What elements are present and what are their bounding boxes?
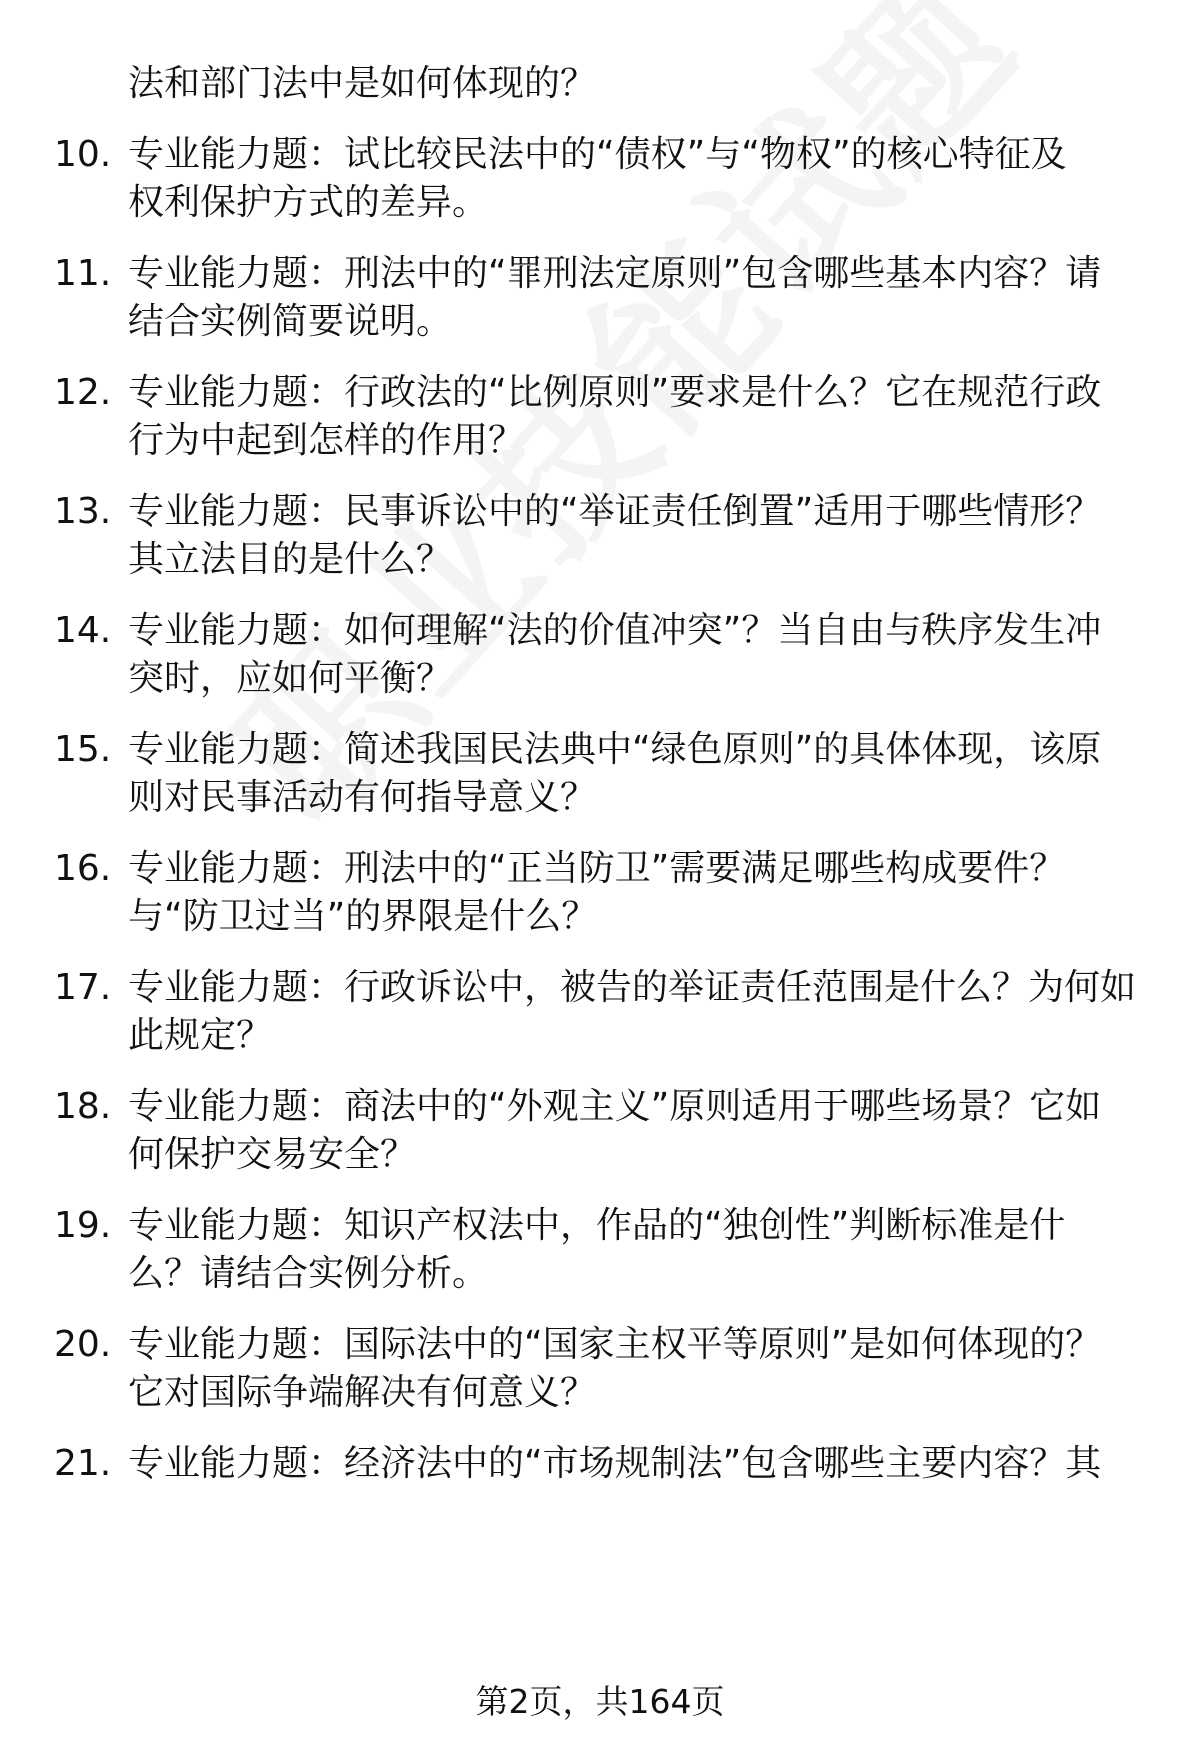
question-line: 专业能力题：民事诉讼中的“举证责任倒置”适用于哪些情形？ bbox=[128, 491, 1102, 532]
question-number: 10. bbox=[54, 134, 112, 175]
question-line: 它对国际争端解决有何意义？ bbox=[128, 1372, 597, 1413]
question-text bbox=[128, 488, 1138, 584]
question-line: 突时，应如何平衡？ bbox=[128, 658, 453, 699]
question-item bbox=[0, 964, 1200, 1064]
question-text bbox=[128, 726, 1138, 822]
question-item bbox=[0, 845, 1200, 945]
question-line: 其立法目的是什么？ bbox=[128, 539, 453, 580]
question-text bbox=[128, 607, 1138, 703]
question-item bbox=[0, 1321, 1200, 1421]
question-item bbox=[0, 607, 1200, 707]
question-text bbox=[128, 845, 1138, 941]
question-number: 13. bbox=[54, 491, 112, 532]
question-line: 专业能力题：知识产权法中，作品的“独创性”判断标准是什 bbox=[128, 1205, 1066, 1246]
question-number: 19. bbox=[54, 1205, 112, 1246]
question-text bbox=[128, 250, 1138, 346]
question-item bbox=[0, 726, 1200, 826]
question-text bbox=[128, 369, 1138, 465]
question-text bbox=[128, 1440, 1138, 1488]
question-line: 与“防卫过当”的界限是什么？ bbox=[128, 896, 598, 937]
question-line: 专业能力题：商法中的“外观主义”原则适用于哪些场景？它如 bbox=[128, 1086, 1102, 1127]
continued-line: 法和部门法中是如何体现的？ bbox=[128, 63, 597, 104]
question-item bbox=[0, 488, 1200, 588]
page-footer: 第2页，共164页 bbox=[475, 1682, 725, 1721]
question-item bbox=[0, 131, 1200, 231]
question-text bbox=[128, 1202, 1138, 1298]
question-number: 12. bbox=[54, 372, 112, 413]
question-line: 专业能力题：行政法的“比例原则”要求是什么？它在规范行政 bbox=[128, 372, 1102, 413]
question-number: 20. bbox=[54, 1324, 112, 1365]
question-item bbox=[0, 1083, 1200, 1183]
question-text bbox=[128, 131, 1138, 227]
question-item bbox=[0, 1202, 1200, 1302]
question-line: 何保护交易安全？ bbox=[128, 1134, 417, 1175]
question-line: 专业能力题：国际法中的“国家主权平等原则”是如何体现的？ bbox=[128, 1324, 1102, 1365]
question-text bbox=[128, 964, 1138, 1060]
question-number: 14. bbox=[54, 610, 112, 651]
question-line: 专业能力题：简述我国民法典中“绿色原则”的具体体现，该原 bbox=[128, 729, 1102, 770]
question-line: 专业能力题：试比较民法中的“债权”与“物权”的核心特征及 bbox=[128, 134, 1067, 175]
question-line: 专业能力题：如何理解“法的价值冲突”？当自由与秩序发生冲 bbox=[128, 610, 1102, 651]
question-item bbox=[0, 250, 1200, 350]
question-line: 么？请结合实例分析。 bbox=[128, 1253, 489, 1294]
question-number: 17. bbox=[54, 967, 112, 1008]
question-line: 结合实例简要说明。 bbox=[128, 301, 453, 342]
question-line: 专业能力题：行政诉讼中，被告的举证责任范围是什么？为何如 bbox=[128, 967, 1137, 1008]
question-number: 16. bbox=[54, 848, 112, 889]
question-line: 专业能力题：刑法中的“正当防卫”需要满足哪些构成要件？ bbox=[128, 848, 1066, 889]
question-line: 专业能力题：刑法中的“罪刑法定原则”包含哪些基本内容？请 bbox=[128, 253, 1102, 294]
question-line: 则对民事活动有何指导意义？ bbox=[128, 777, 597, 818]
question-number: 18. bbox=[54, 1086, 112, 1127]
question-number: 21. bbox=[54, 1443, 112, 1484]
question-line: 行为中起到怎样的作用？ bbox=[128, 420, 525, 461]
question-item bbox=[0, 369, 1200, 469]
question-line: 此规定？ bbox=[128, 1015, 273, 1056]
question-text bbox=[128, 1321, 1138, 1417]
question-line: 权利保护方式的差异。 bbox=[128, 182, 489, 223]
question-item bbox=[0, 1440, 1200, 1540]
question-number: 11. bbox=[54, 253, 112, 294]
question-text bbox=[128, 1083, 1138, 1179]
question-line: 专业能力题：经济法中的“市场规制法”包含哪些主要内容？其 bbox=[128, 1443, 1102, 1484]
question-number: 15. bbox=[54, 729, 112, 770]
